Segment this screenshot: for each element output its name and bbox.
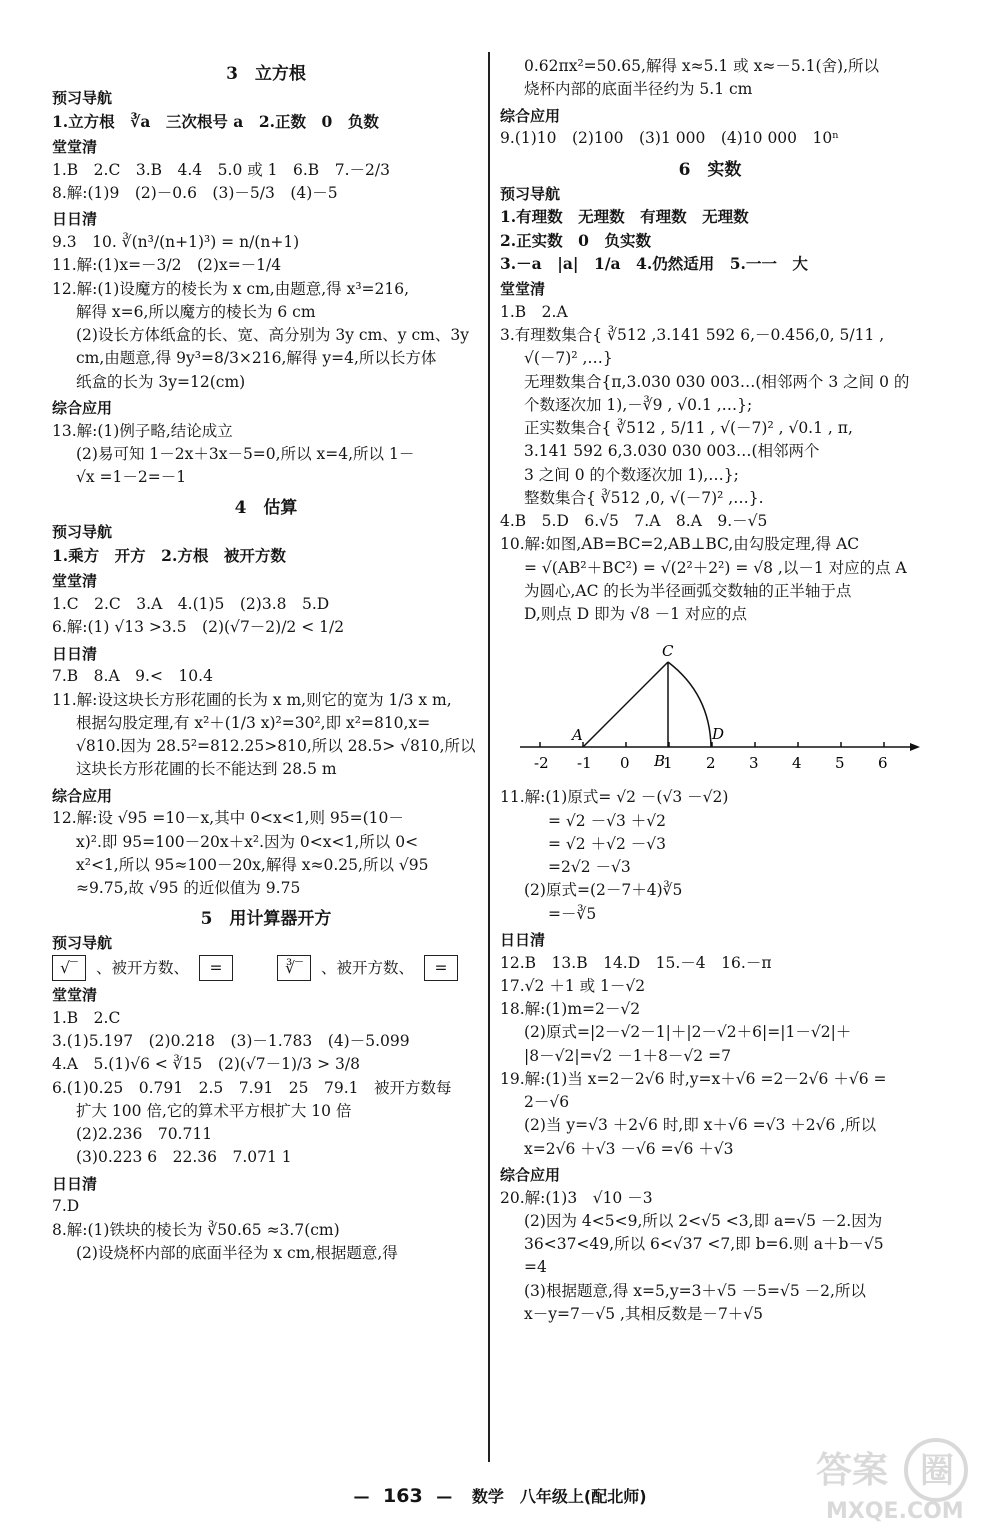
answer-line: 1.B 2.C: [52, 1008, 121, 1027]
answer-line: 9.3 10. ∛(n³/(n+1)³) = n/(n+1): [52, 233, 300, 251]
answer-line: 1.B 2.A: [500, 302, 568, 321]
answer-line: 10.解:如图,AB=BC=2,AB⊥BC,由勾股定理,得 AC: [500, 535, 860, 554]
section-title: 3 立方根: [226, 64, 306, 84]
calc-text-2: 、被开方数、: [321, 958, 415, 977]
answer-line: 根据勾股定理,有 x²＋(1/3 x)²=30²,即 x²=810,x=: [76, 713, 431, 732]
column-divider: [488, 52, 490, 1462]
answer-line: =－∛5: [548, 904, 597, 923]
subsection-heading: 预习导航: [500, 184, 561, 203]
tick-label: 1: [663, 754, 673, 773]
tick-label: -2: [534, 754, 549, 773]
answer-line: 1.乘方 开方 2.方根 被开方数: [52, 546, 286, 565]
answer-line: x－y=7－√5 ,其相反数是－7＋√5: [524, 1304, 764, 1323]
number-line-diagram: [520, 632, 920, 782]
calc-text-1: 、被开方数、: [96, 958, 190, 977]
answer-line: 11.解:设这块长方形花圃的长为 x m,则它的宽为 1/3 x m,: [52, 690, 452, 709]
answer-line: 3.－a |a| 1/a 4.仍然适用 5.一一 大: [500, 253, 808, 273]
subsection-heading: 综合应用: [500, 106, 561, 125]
answer-line: 3.有理数集合{ ∛512 ,3.141 592 6,－0.456,0, 5/11 ,: [500, 326, 885, 344]
answer-line: (2)原式=(2－7＋4)∛5: [524, 881, 683, 900]
sqrt-key-icon: √‾: [52, 955, 86, 981]
answer-line: D,则点 D 即为 √8 －1 对应的点: [524, 605, 747, 623]
answer-line: 12.解:(1)设魔方的棱长为 x cm,由题意,得 x³=216,: [52, 279, 410, 298]
answer-line: =2√2 －√3: [548, 858, 631, 876]
answer-line: 正实数集合{ ∛512 , 5/11 , √(－7)² , √0.1 , π,: [524, 419, 853, 437]
answer-line: 19.解:(1)当 x=2－2√6 时,y=x＋√6 =2－2√6 ＋√6 =: [500, 1069, 887, 1088]
answer-line: (2)设长方体纸盒的长、宽、高分别为 3y cm、y cm、3y: [76, 326, 469, 344]
answer-line: 7.D: [52, 1197, 80, 1216]
answer-line: 20.解:(1)3 √10 －3: [500, 1188, 653, 1207]
answer-line: 2－√6: [524, 1093, 570, 1111]
answer-line: 无理数集合{π,3.030 030 003…(相邻两个 3 之间 0 的: [524, 372, 910, 391]
segment-ac: [583, 662, 668, 747]
answer-line: 1.立方根 ∛a 三次根号 a 2.正数 0 负数: [52, 111, 379, 131]
point-b-label: B: [654, 752, 666, 771]
answer-line: cm,由题意,得 9y³=8/3×216,解得 y=4,所以长方体: [76, 349, 437, 368]
point-c-label: C: [662, 642, 674, 661]
subsection-heading: 日日清: [52, 210, 98, 229]
answer-line: x=2√6 ＋√3 －√6 =√6 ＋√3: [524, 1139, 734, 1158]
answer-line: 为圆心,AC 的长为半径画弧交数轴的正半轴于点: [524, 581, 852, 600]
tick-label: 2: [706, 754, 716, 773]
answer-line: √810.因为 28.5²=812.25>810,所以 28.5> √810,所以: [76, 737, 476, 755]
point-d-label: D: [712, 725, 725, 744]
answer-line: (3)0.223 6 22.36 7.071 1: [76, 1148, 292, 1167]
point-a-label: A: [572, 726, 583, 745]
tick-label: 3: [749, 754, 759, 773]
cbrt-key-icon: ∛‾: [277, 955, 311, 981]
subsection-heading: 综合应用: [500, 1165, 561, 1184]
subsection-heading: 预习导航: [52, 523, 113, 542]
svg-text:答案: 答案: [816, 1449, 889, 1491]
answer-line: 12.B 13.B 14.D 15.－4 16.－π: [500, 953, 772, 972]
right-column: [500, 55, 920, 1326]
axis-arrow-icon: [910, 743, 920, 751]
watermark-logo: [806, 1430, 986, 1525]
equals-key-icon: =: [199, 955, 233, 981]
subsection-heading: 堂堂清: [52, 572, 98, 591]
answer-line: 13.解:(1)例子略,结论成立: [52, 421, 233, 440]
footer-subject: 数学 八年级上(配北师): [471, 1487, 647, 1506]
answer-line: x)².即 95=100－20x＋x².因为 0<x<1,所以 0<: [76, 832, 419, 851]
answer-line: 整数集合{ ∛512 ,0, √(－7)² ,…}.: [524, 488, 764, 507]
answer-line: ≈9.75,故 √95 的近似值为 9.75: [76, 879, 301, 897]
answer-line: 12.解:设 √95 =10－x,其中 0<x<1,则 95=(10－: [52, 809, 404, 828]
answer-line: 9.(1)10 (2)100 (3)1 000 (4)10 000 10ⁿ: [500, 129, 839, 148]
answer-line: 7.B 8.A 9.< 10.4: [52, 667, 213, 686]
answer-line: |8－√2|=√2 －1＋8－√2 =7: [524, 1046, 731, 1065]
answer-line: 11.解:(1)原式= √2 －(√3 －√2): [500, 788, 729, 807]
section-title: 4 估算: [234, 498, 298, 519]
answer-line: 这块长方形花圃的长不能达到 28.5 m: [76, 760, 337, 779]
answer-line: (2)当 y=√3 ＋2√6 时,即 x＋√6 =√3 ＋2√6 ,所以: [524, 1116, 877, 1135]
section-title: 5 用计算器开方: [200, 909, 332, 930]
number-line-svg: [520, 632, 920, 782]
section-title: 6 实数: [678, 159, 742, 180]
answer-line: 扩大 100 倍,它的算术平方根扩大 10 倍: [76, 1101, 352, 1120]
footer-dash-left: —: [353, 1487, 370, 1506]
answer-line: (2)原式=|2－√2－1|＋|2－√2＋6|=|1－√2|＋: [524, 1023, 852, 1042]
equals-key-icon-2: =: [424, 955, 458, 981]
tick-label: -1: [577, 754, 592, 773]
answer-line: 0.62πx²=50.65,解得 x≈5.1 或 x≈－5.1(舍),所以: [524, 57, 880, 75]
calculator-keys-row: [52, 955, 480, 981]
arc-cd: [668, 662, 711, 747]
answer-line: (2)2.236 70.711: [76, 1125, 213, 1143]
answer-line: (3)根据题意,得 x=5,y=3＋√5 －5=√5 －2,所以: [524, 1281, 866, 1300]
svg-text:MXQE.COM: MXQE.COM: [826, 1499, 964, 1524]
answer-line: 2.正实数 0 负实数: [500, 230, 651, 250]
tick-label: 0: [620, 754, 630, 773]
subsection-heading: 预习导航: [52, 934, 113, 953]
answer-line: 3 之间 0 的个数逐次加 1),…};: [524, 465, 739, 484]
footer-dash-right: —: [436, 1487, 453, 1506]
answer-line: =4: [524, 1258, 547, 1277]
answer-line: 3.141 592 6,3.030 030 003…(相邻两个: [524, 442, 820, 461]
answer-line: 4.B 5.D 6.√5 7.A 8.A 9.－√5: [500, 512, 768, 530]
answer-line: 解得 x=6,所以魔方的棱长为 6 cm: [76, 302, 316, 321]
svg-text:圈: 圈: [920, 1451, 954, 1491]
answer-line: √x =1－2=－1: [76, 468, 187, 486]
answer-line: 1.C 2.C 3.A 4.(1)5 (2)3.8 5.D: [52, 595, 330, 613]
subsection-heading: 日日清: [500, 930, 546, 949]
page-number: 163: [383, 1485, 423, 1507]
subsection-heading: 综合应用: [52, 398, 113, 417]
answer-line: 纸盒的长为 3y=12(cm): [76, 372, 246, 391]
answer-line: 4.A 5.(1)√6 < ∛15 (2)(√7－1)/3 > 3/8: [52, 1055, 360, 1074]
answer-line: 3.(1)5.197 (2)0.218 (3)－1.783 (4)－5.099: [52, 1032, 410, 1050]
tick-label: 6: [878, 754, 888, 773]
answer-line: √(－7)² ,…}: [524, 349, 613, 368]
answer-line: 11.解:(1)x=－3/2 (2)x=－1/4: [52, 256, 282, 275]
answer-line: 8.解:(1)9 (2)－0.6 (3)－5/3 (4)－5: [52, 184, 338, 202]
subsection-heading: 综合应用: [52, 786, 113, 805]
answer-line: = √(AB²＋BC²) = √(2²＋2²) = √8 ,以－1 对应的点 A: [524, 558, 907, 577]
left-column: [52, 55, 480, 1265]
answer-line: 17.√2 ＋1 或 1－√2: [500, 976, 646, 995]
answer-line: 个数逐次加 1),－∛9 , √0.1 ,…};: [524, 395, 753, 414]
answer-line: 6.解:(1) √13 >3.5 (2)(√7－2)/2 < 1/2: [52, 618, 345, 637]
answer-line: (2)易可知 1－2x＋3x－5=0,所以 x=4,所以 1－: [76, 444, 415, 463]
answer-line: 烧杯内部的底面半径约为 5.1 cm: [524, 80, 753, 99]
answer-line: 1.B 2.C 3.B 4.4 5.0 或 1 6.B 7.－2/3: [52, 160, 390, 179]
subsection-heading: 堂堂清: [52, 986, 98, 1004]
subsection-heading: 预习导航: [52, 89, 113, 107]
answer-line: 6.(1)0.25 0.791 2.5 7.91 25 79.1 被开方数每: [52, 1078, 452, 1097]
subsection-heading: 堂堂清: [500, 280, 546, 298]
tick-label: 4: [792, 754, 802, 773]
subsection-heading: 堂堂清: [52, 138, 98, 156]
answer-line: x²<1,所以 95≈100－20x,解得 x≈0.25,所以 √95: [76, 855, 429, 874]
answer-line: (2)设烧杯内部的底面半径为 x cm,根据题意,得: [76, 1243, 398, 1262]
answer-line: 1.有理数 无理数 有理数 无理数: [500, 207, 749, 227]
answer-line: 18.解:(1)m=2－√2: [500, 1000, 641, 1018]
answer-line: = √2 －√3 ＋√2: [548, 811, 666, 830]
subsection-heading: 日日清: [52, 644, 98, 663]
tick-label: 5: [835, 754, 845, 773]
answer-line: = √2 ＋√2 －√3: [548, 834, 666, 853]
answer-line: 8.解:(1)铁块的棱长为 ∛50.65 ≈3.7(cm): [52, 1220, 340, 1239]
answer-line: 36<37<49,所以 6<√37 <7,即 b=6.则 a＋b－√5: [524, 1235, 884, 1253]
subsection-heading: 日日清: [52, 1174, 98, 1193]
answer-line: (2)因为 4<5<9,所以 2<√5 <3,即 a=√5 －2.因为: [524, 1211, 883, 1230]
